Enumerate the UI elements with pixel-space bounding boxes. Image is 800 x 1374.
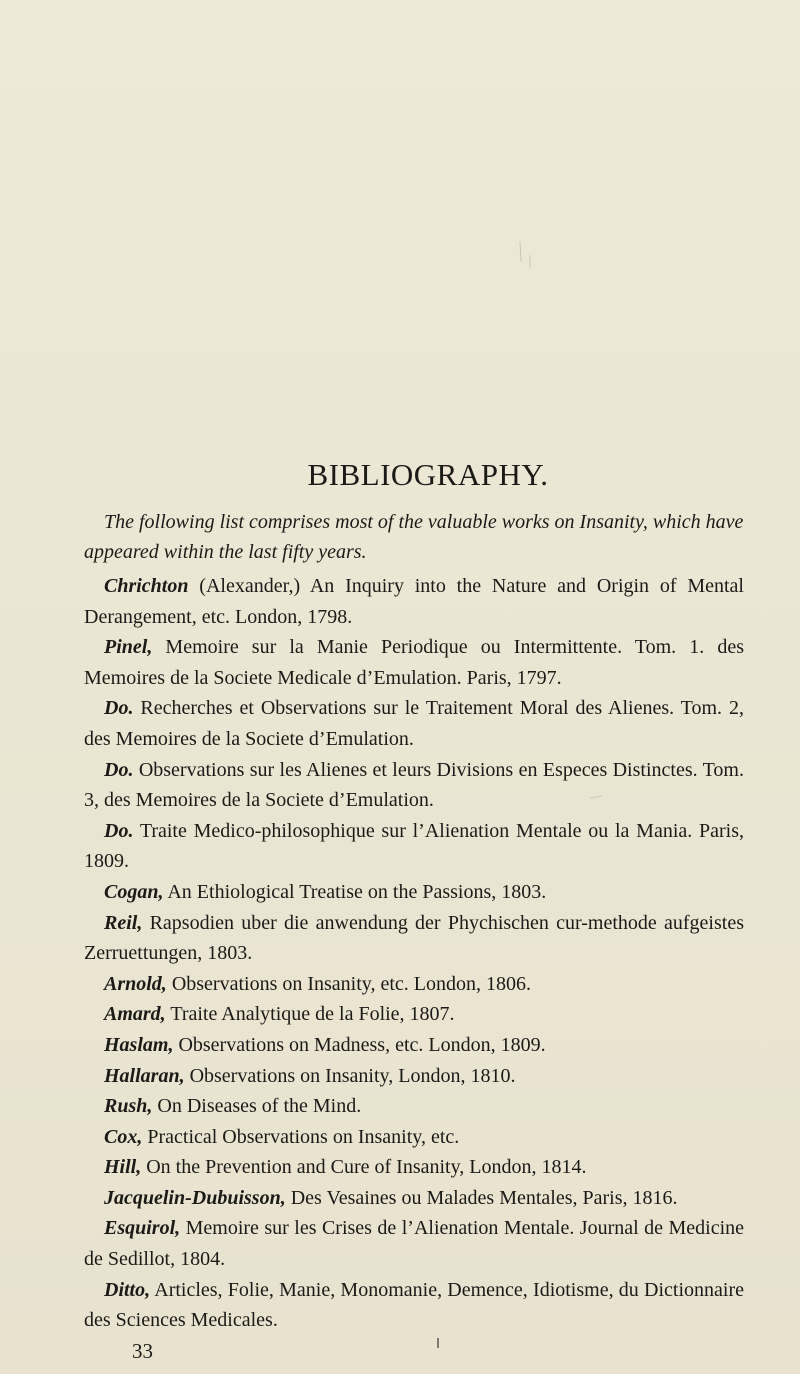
entry-text: Articles, Folie, Manie, Monomanie, Demence, Idiotisme, du Dictionnaire des Sciences Medicales. [84, 1278, 744, 1332]
entry-author: Chrichton [104, 575, 189, 597]
paper-speck [520, 242, 521, 262]
entry-text: Recherches et Observations sur le Traitement Moral des Alienes. Tom. 2, des Memoires de la Societe d’Emulation. [84, 697, 744, 750]
entry-text: Observations on Madness, etc. London, 1809. [173, 1033, 546, 1056]
entry-author: Pinel, [104, 636, 153, 659]
entry-author: Cogan, [104, 880, 164, 903]
entry-author: Do. [104, 819, 134, 842]
bibliography-entry [84, 755, 744, 816]
entry-author: Ditto, [104, 1278, 151, 1301]
bibliography-entry [84, 1061, 744, 1092]
entry-author: Do. [104, 697, 134, 720]
entry-author: Reil, [104, 911, 143, 934]
entry-author: Cox, [104, 1125, 143, 1148]
bibliography-entry [84, 1091, 744, 1122]
intro-paragraph: The following list comprises most of the valuable works on Insanity, which have appeared within the last fifty years. [84, 511, 744, 563]
bibliography-entry [84, 1213, 744, 1274]
bibliography-entry [84, 1183, 744, 1214]
entry-text: Traite Analytique de la Folie, 1807. [165, 1003, 455, 1026]
entry-text: Memoire sur la Manie Periodique ou Intermittente. Tom. 1. des Memoires de la Societe Medicale d’Emulation. Paris, 1797. [84, 636, 744, 689]
entry-author: Amard, [104, 1003, 166, 1026]
bibliography-entry [84, 816, 744, 877]
page-number: 33 [132, 1338, 153, 1363]
bibliography-entry [84, 1275, 744, 1336]
entry-author: Rush, [104, 1095, 153, 1118]
entry-text: Rapsodien uber die anwendung der Phychischen cur-methode aufgeistes Zerruettungen, 1803. [84, 911, 744, 965]
bibliography-entry [84, 999, 744, 1030]
entry-author: Jacquelin-Dubuisson, [104, 1186, 286, 1209]
bibliography-section [84, 455, 744, 1366]
entry-author: Arnold, [104, 972, 167, 995]
entry-author: Hallaran, [104, 1064, 185, 1087]
entry-text: On Diseases of the Mind. [152, 1095, 362, 1118]
entry-text: Observations sur les Alienes et leurs Divisions en Especes Distinctes. Tom. 3, des Memoires de la Societe d’Emulation. [84, 758, 744, 812]
entry-author: Esquirol, [104, 1217, 181, 1240]
entry-text: Traite Medico-philosophique sur l’Alienation Mentale ou la Mania. Paris, 1809. [84, 819, 744, 873]
bibliography-entry [84, 1030, 744, 1061]
page-title: BIBLIOGRAPHY. [307, 457, 549, 492]
bibliography-entry [84, 877, 744, 908]
entry-text: Observations on Insanity, etc. London, 1806. [166, 972, 532, 995]
entry-text: Observations on Insanity, London, 1810. [184, 1064, 516, 1087]
bibliography-entry [84, 969, 744, 1000]
entry-author: Haslam, [104, 1033, 174, 1056]
entry-text: (Alexander,) An Inquiry into the Nature and Origin of Mental Derangement, etc. London, 1798. [84, 575, 744, 628]
bibliography-entry [84, 1122, 744, 1153]
bibliography-entry [84, 1152, 744, 1183]
bibliography-entry [84, 908, 744, 969]
bibliography-entry [84, 632, 744, 693]
entry-author: Hill, [104, 1156, 142, 1179]
entry-text: Practical Observations on Insanity, etc. [142, 1125, 460, 1148]
entry-text: On the Prevention and Cure of Insanity, London, 1814. [141, 1156, 587, 1179]
entry-text: Memoire sur les Crises de l’Alienation Mentale. Journal de Medicine de Sedillot, 1804. [84, 1217, 744, 1271]
entry-text: Des Vesaines ou Malades Mentales, Paris, 1816. [285, 1186, 678, 1209]
bibliography-entry [84, 571, 744, 632]
bibliography-entry [84, 693, 744, 754]
entry-author: Do. [104, 758, 134, 781]
entry-text: An Ethiological Treatise on the Passions, 1803. [163, 880, 547, 903]
